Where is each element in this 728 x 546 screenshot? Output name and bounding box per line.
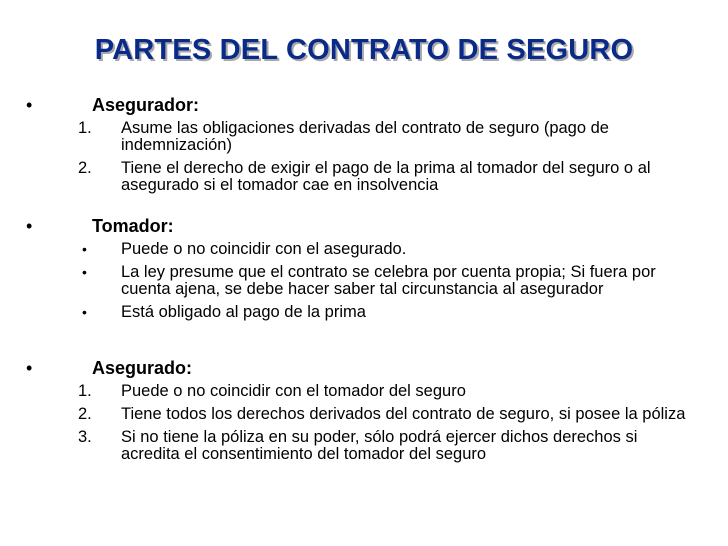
list-item-text: Asume las obligaciones derivadas del contrato de seguro (pago de indemnización) [121, 119, 609, 154]
list-item [0, 264, 728, 298]
bullet-icon: • [82, 264, 87, 280]
section-asegurador [0, 94, 728, 194]
list-number: 3. [78, 428, 92, 446]
list-item [0, 304, 728, 321]
bullet-icon: • [26, 216, 33, 236]
bullet-icon: • [82, 304, 87, 320]
bullet-icon: • [26, 95, 33, 115]
list-number: 1. [78, 119, 92, 137]
list-item-text: Tiene todos los derechos derivados del contrato de seguro, si posee la póliza [121, 405, 686, 423]
section-label: Asegurado: [92, 358, 193, 378]
section-tomador [0, 215, 728, 321]
list-item-text: Puede o no coincidir con el asegurado. [121, 240, 407, 258]
section-heading [0, 215, 728, 241]
section-asegurado [0, 357, 728, 463]
list-item-text: La ley presume que el contrato se celebra por cuenta propia; Si fuera por cuenta ajena, se debe hacer saber tal circunstancia al asegurador [121, 263, 656, 298]
numbered-list [0, 120, 728, 194]
list-number: 1. [78, 382, 92, 400]
section-label: Tomador: [92, 216, 174, 236]
list-item-text: Tiene el derecho de exigir el pago de la prima al tomador del seguro o al asegurado si el tomador cae en insolvencia [121, 159, 651, 194]
slide-title: PARTES DEL CONTRATO DE SEGURO [94, 34, 634, 66]
list-item [0, 160, 728, 194]
section-heading [0, 94, 728, 120]
bullet-icon: • [26, 358, 33, 378]
list-item-text: Si no tiene la póliza en su poder, sólo podrá ejercer dichos derechos si acredita el consentimiento del tomador del seguro [121, 428, 638, 463]
list-item [0, 120, 728, 154]
list-number: 2. [78, 405, 92, 423]
list-item-text: Está obligado al pago de la prima [121, 303, 366, 321]
bullet-list [0, 241, 728, 321]
list-item-text: Puede o no coincidir con el tomador del seguro [121, 382, 466, 400]
list-item [0, 406, 728, 423]
numbered-list [0, 383, 728, 463]
list-item [0, 241, 728, 258]
list-item [0, 383, 728, 400]
list-number: 2. [78, 159, 92, 177]
section-label: Asegurador: [92, 95, 200, 115]
list-item [0, 429, 728, 463]
bullet-icon: • [82, 241, 87, 257]
section-heading [0, 357, 728, 383]
